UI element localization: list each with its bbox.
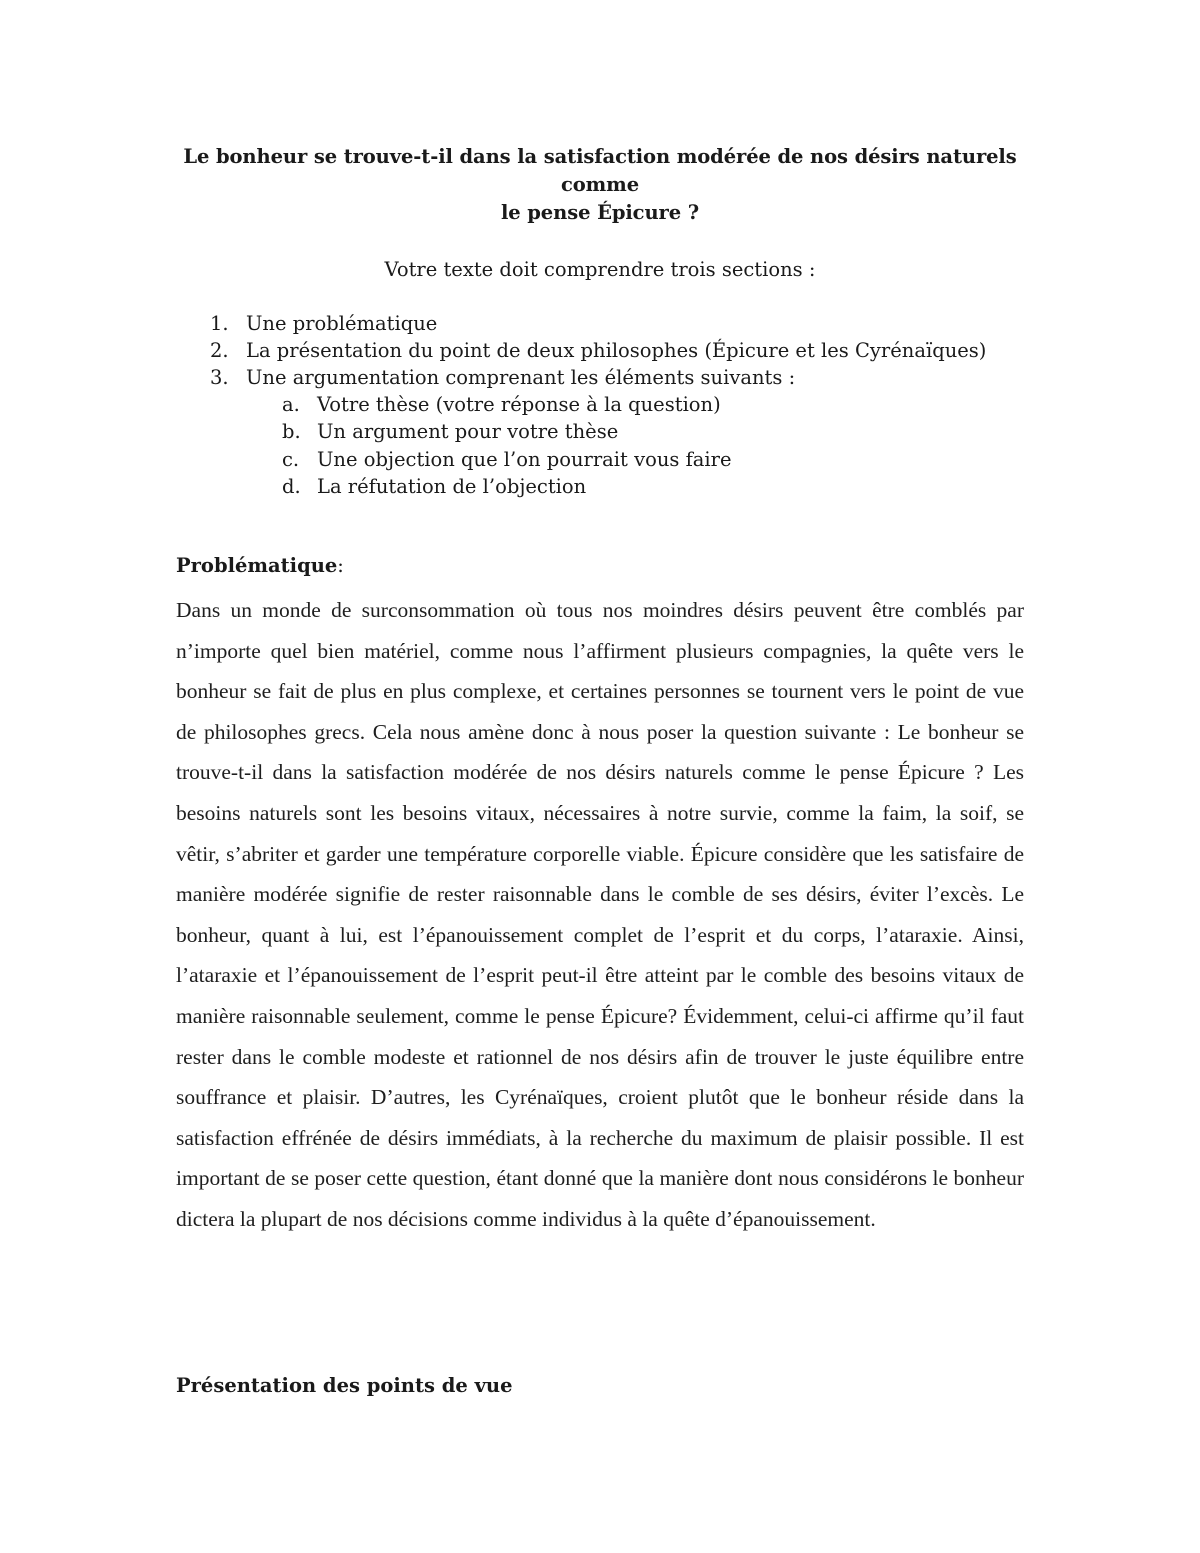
problematique-heading-colon: : xyxy=(337,554,344,577)
list-number: 3. xyxy=(210,366,229,389)
sublist-text: Une objection que l’on pourrait vous faire xyxy=(317,448,732,471)
list-text: Une problématique xyxy=(246,312,438,335)
instructions-intro: Votre texte doit comprendre trois sections : xyxy=(384,258,816,281)
list-text: La présentation du point de deux philosophes (Épicure et les Cyrénaïques) xyxy=(246,339,987,362)
document-title xyxy=(150,143,1050,227)
sublist-text: Un argument pour votre thèse xyxy=(317,420,619,443)
sublist-letter: c. xyxy=(282,448,300,471)
list-number: 2. xyxy=(210,339,229,362)
title-line-1: Le bonheur se trouve-t-il dans la satisfaction modérée de nos désirs naturels comme xyxy=(183,145,1017,196)
presentation-heading-text: Présentation des points de vue xyxy=(176,1374,513,1397)
problematique-heading-text: Problématique xyxy=(176,554,338,577)
problematique-heading xyxy=(176,552,344,580)
sublist-text: La réfutation de l’objection xyxy=(317,475,587,498)
presentation-heading xyxy=(176,1372,513,1400)
list-number: 1. xyxy=(210,312,229,335)
problematique-body: Dans un monde de surconsommation où tous nos moindres désirs peuvent être comblés par n’importe quel bien matériel, comme nous l’affirment plusieurs compagnies, la quête vers le bonheur se fait de plus en plus complexe, et certaines personnes se tournent vers le point de vue de philosophes grecs. Cela nous amène donc à nous poser la question suivante : Le bonheur se trouve-t-il dans la satisfaction modérée de nos désirs naturels comme le pense Épicure ? Les besoins naturels sont les besoins vitaux, nécessaires à notre survie, comme la faim, la soif, se vêtir, s’abriter et garder une température corporelle viable. Épicure considère que les satisfaire de manière modérée signifie de rester raisonnable dans le comble de ses désirs, éviter l’excès. Le bonheur, quant à lui, est l’épanouissement complet de l’esprit et du corps, l’ataraxie. Ainsi, l’ataraxie et l’épanouissement de l’esprit peut-il être atteint par le comble des besoins vitaux de manière raisonnable seulement, comme le pense Épicure? Évidemment, celui-ci affirme qu’il faut rester dans le comble modeste et rationnel de nos désirs afin de trouver le juste équilibre entre souffrance et plaisir. D’autres, les Cyrénaïques, croient plutôt que le bonheur réside dans la satisfaction effrénée de désirs immédiats, à la recherche du maximum de plaisir possible. Il est important de se poser cette question, étant donné que la manière dont nous considérons le bonheur dictera la plupart de nos décisions comme individus à la quête d’épanouissement. xyxy=(176,598,1024,1231)
sublist-text: Votre thèse (votre réponse à la question) xyxy=(317,393,721,416)
title-line-2: le pense Épicure ? xyxy=(500,201,700,224)
sublist-letter: b. xyxy=(282,420,301,443)
sublist-letter: a. xyxy=(282,393,300,416)
list-text: Une argumentation comprenant les éléments suivants : xyxy=(246,366,796,389)
sublist-letter: d. xyxy=(282,475,301,498)
